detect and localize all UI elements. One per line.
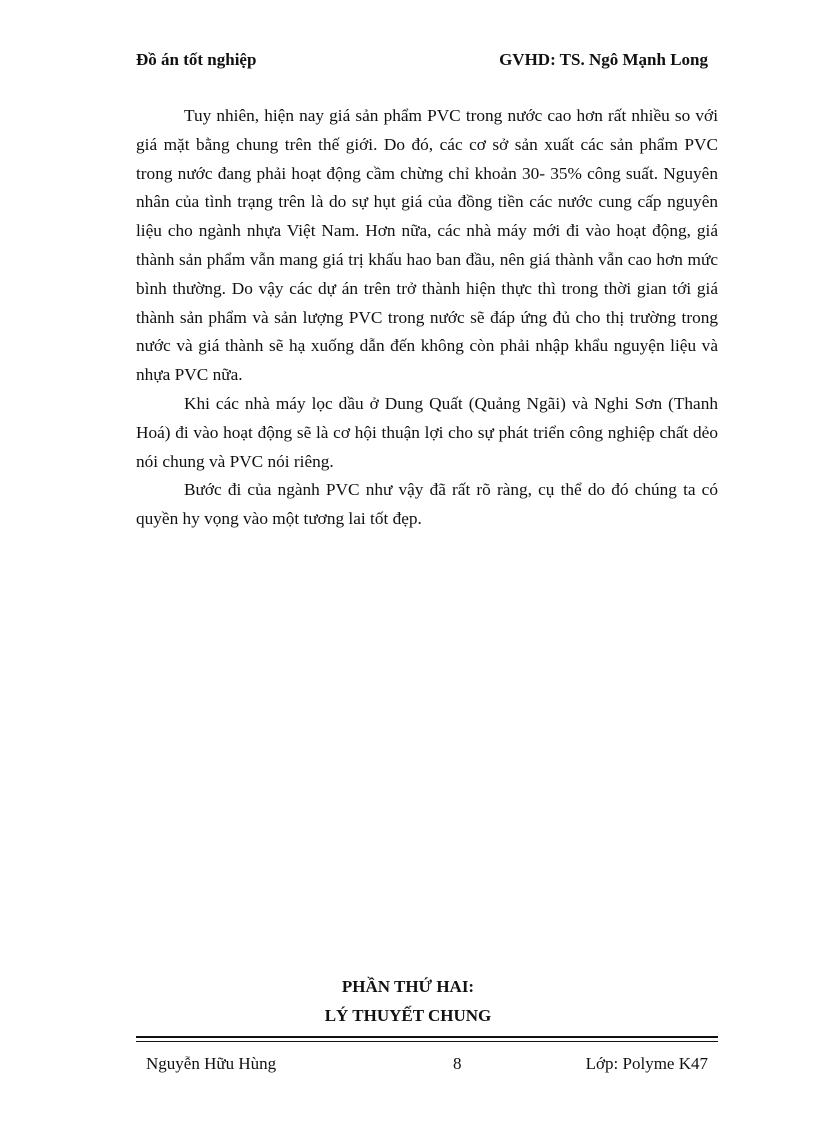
section-title: LÝ THUYẾT CHUNG bbox=[324, 1006, 492, 1025]
page-footer bbox=[136, 1054, 708, 1076]
paragraph: Bước đi của ngành PVC như vậy đã rất rõ ràng, cụ thể do đó chúng ta có quyền hy vọng vào một tương lai tốt đẹp. bbox=[136, 480, 718, 529]
body-text bbox=[136, 102, 718, 534]
paragraph: Tuy nhiên, hiện nay giá sản phẩm PVC trong nước cao hơn rất nhiều so với giá mặt bằng chung trên thế giới. Do đó, các cơ sở sản xuất các sản phẩm PVC trong nước đang phải hoạt động cầm chừng chỉ khoản 30- 35% công suất. Nguyên nhân của tình trạng trên là do sự hụt giá của đồng tiền các nước cung cấp nguyên liệu cho ngành nhựa Việt Nam. Hơn nữa, các nhà máy mới đi vào hoạt động, giá thành sản phẩm vẫn mang giá trị khấu hao ban đầu, nên giá thành vẫn cao hơn mức bình thường. Do vậy các dự án trên trở thành hiện thực thì trong thời gian tới giá thành sản phẩm và sản lượng PVC trong nước sẽ đáp ứng đủ cho thị trường trong nước và giá thành sẽ hạ xuống dẫn đến không còn phải nhập khẩu nguyện liệu và nhựa PVC nữa. bbox=[136, 106, 718, 385]
header-supervisor: GVHD: TS. Ngô Mạnh Long bbox=[499, 50, 708, 69]
page-number: 8 bbox=[453, 1054, 462, 1073]
footer-rule-thick bbox=[136, 1036, 718, 1038]
header-document-type: Đồ án tốt nghiệp bbox=[136, 50, 257, 69]
page-header bbox=[136, 50, 708, 72]
section-heading bbox=[0, 972, 816, 1030]
footer-class: Lớp: Polyme K47 bbox=[585, 1054, 708, 1073]
paragraph: Khi các nhà máy lọc dầu ở Dung Quất (Quảng Ngãi) và Nghi Sơn (Thanh Hoá) đi vào hoạt động sẽ là cơ hội thuận lợi cho sự phát triển công nghiệp chất dẻo nói chung và PVC nói riêng. bbox=[136, 393, 718, 471]
footer-rule-thin bbox=[136, 1041, 718, 1042]
footer-author: Nguyễn Hữu Hùng bbox=[146, 1054, 277, 1073]
section-part-label: PHẦN THỨ HAI: bbox=[341, 977, 475, 996]
